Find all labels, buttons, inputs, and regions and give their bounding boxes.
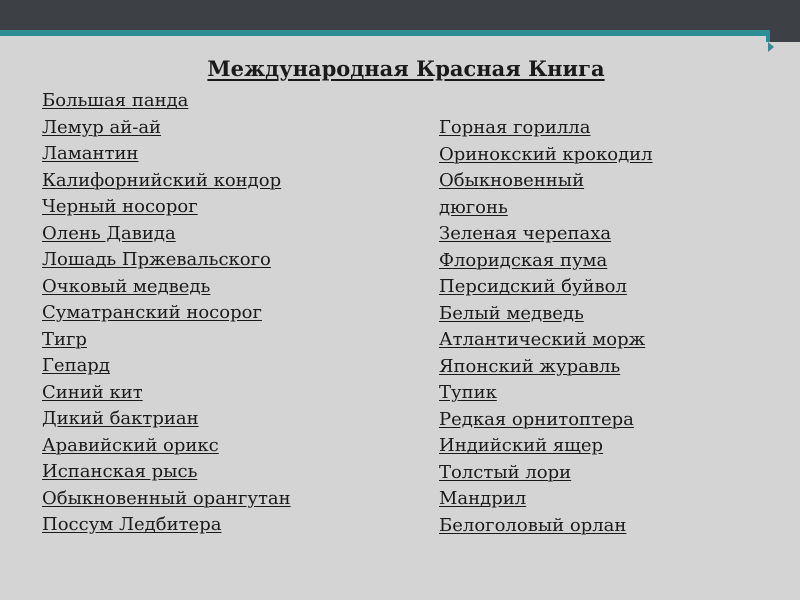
slide-corner-accent xyxy=(766,30,770,42)
list-item: Зеленая черепаха xyxy=(439,223,612,244)
list-item: Тупик xyxy=(439,382,497,403)
list-item: Лемур ай-ай xyxy=(42,116,162,138)
list-item: Большая панда xyxy=(42,90,189,111)
list-item: Дикий бактриан xyxy=(42,408,199,429)
list-item: Обыкновенный xyxy=(439,170,585,191)
list-item: Атлантический морж xyxy=(439,329,646,350)
list-item: Белоголовый орлан xyxy=(439,514,627,536)
slide-accent-strip xyxy=(0,30,800,36)
list-item: Ламантин xyxy=(42,143,139,164)
list-item: Калифорнийский кондор xyxy=(42,169,282,191)
list-item: Оринокский крокодил xyxy=(439,143,653,165)
list-item: Флоридская пума xyxy=(439,249,608,271)
species-list-left xyxy=(42,88,291,539)
list-item: дюгонь xyxy=(439,196,508,218)
list-item: Редкая орнитоптера xyxy=(439,408,634,430)
list-item: Индийский ящер xyxy=(439,435,604,456)
list-item: Суматранский носорог xyxy=(42,302,262,323)
list-item: Очковый медведь xyxy=(42,275,211,297)
list-item: Синий кит xyxy=(42,381,143,403)
list-item: Мандрил xyxy=(439,488,527,509)
species-list-right xyxy=(439,115,653,539)
slide-marker-icon xyxy=(768,42,774,52)
list-item: Белый медведь xyxy=(439,302,584,324)
list-item: Персидский буйвол xyxy=(439,276,627,297)
slide-header-bar xyxy=(0,0,800,30)
list-item: Лошадь Пржевальского xyxy=(42,249,271,270)
slide-corner-block xyxy=(770,0,800,42)
list-item: Толстый лори xyxy=(439,461,572,483)
list-item: Обыкновенный орангутан xyxy=(42,487,291,509)
list-item: Олень Давида xyxy=(42,222,176,244)
list-item: Японский журавль xyxy=(439,355,621,377)
list-item: Гепард xyxy=(42,355,110,376)
list-item: Черный носорог xyxy=(42,196,198,217)
list-item: Аравийский орикс xyxy=(42,434,219,456)
list-item: Испанская рысь xyxy=(42,461,198,482)
list-item: Поссум Ледбитера xyxy=(42,514,222,535)
list-item: Горная горилла xyxy=(439,117,591,138)
list-item: Тигр xyxy=(42,328,87,350)
page-title: Международная Красная Книга xyxy=(207,56,605,81)
